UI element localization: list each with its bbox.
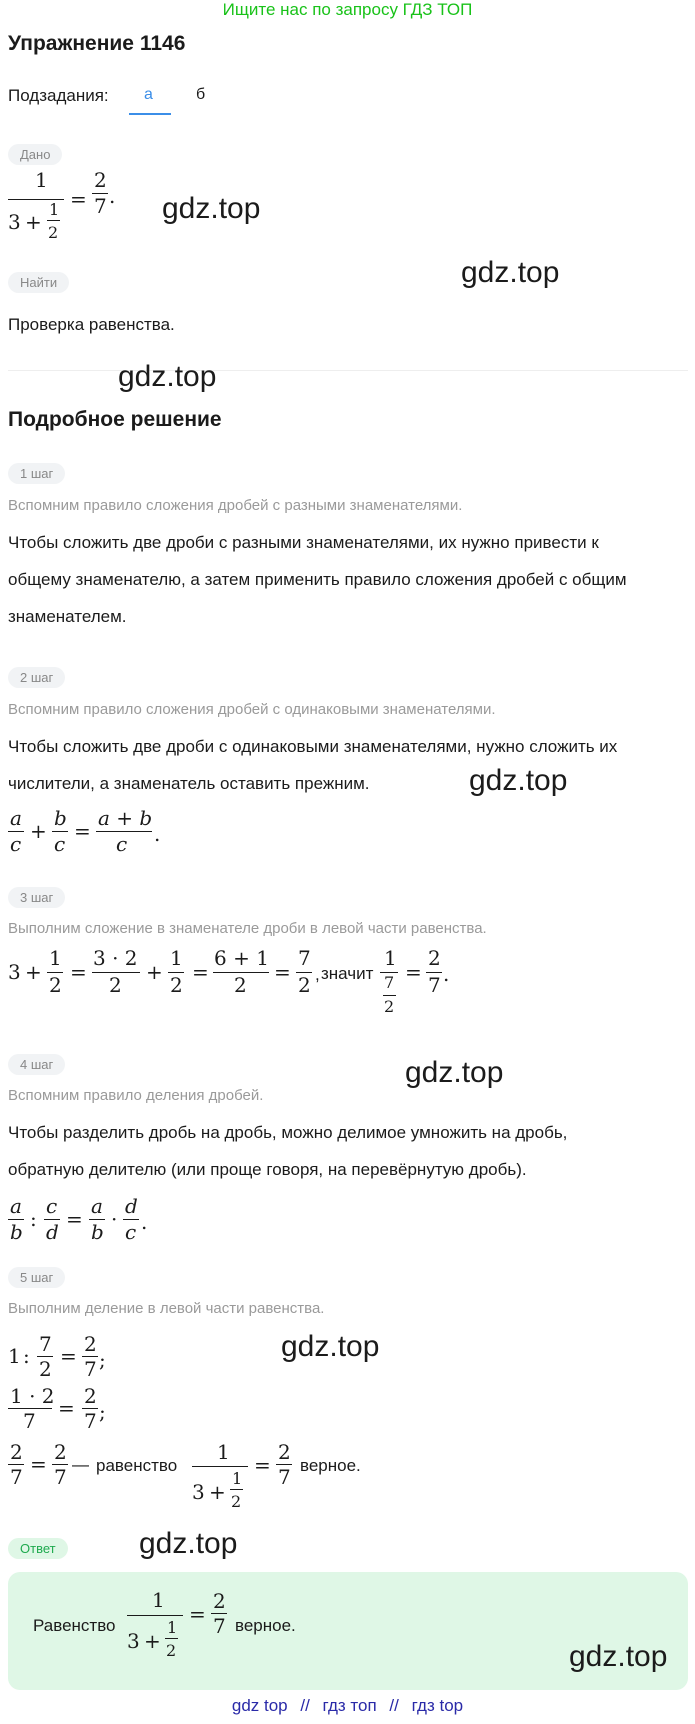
s4-eq: = bbox=[66, 1207, 83, 1231]
s5b-eq: = bbox=[58, 1396, 75, 1420]
s4-dot: · bbox=[111, 1207, 118, 1231]
s5c-fn: 1 bbox=[217, 1440, 230, 1464]
s3-one-3: 1 bbox=[384, 946, 397, 970]
step-2-line: числители, а знаменатель оставить прежним. bbox=[8, 774, 370, 793]
s5a-d: 2 bbox=[39, 1357, 52, 1381]
s5c-tail: верное. bbox=[300, 1456, 361, 1475]
step-4-line: обратную делителю (или проще говоря, на перевёрнутую дробь). bbox=[8, 1160, 527, 1179]
s5a-end: ; bbox=[99, 1348, 106, 1372]
answer-eq: = bbox=[189, 1602, 206, 1626]
s4-c2: c bbox=[125, 1220, 137, 1244]
tab-subtask-a[interactable]: а bbox=[144, 86, 153, 103]
s3-d2: 2 bbox=[234, 973, 247, 997]
step-4-formula bbox=[8, 1194, 158, 1250]
s5b-rn: 2 bbox=[84, 1384, 97, 1408]
answer-suffix: верное. bbox=[235, 1616, 296, 1635]
s5c-ld: 7 bbox=[10, 1465, 23, 1489]
footer-separator: // bbox=[389, 1696, 399, 1715]
s2-c1: c bbox=[10, 832, 22, 856]
step-5-badge bbox=[8, 1267, 65, 1288]
watermark: gdz.top bbox=[139, 1527, 238, 1560]
search-banner: Ищите нас по запросу ГДЗ ТОП bbox=[222, 0, 473, 19]
step-1-line: Чтобы сложить две дроби с разными знаменателями, их нужно привести к bbox=[8, 533, 599, 552]
s3-two-1: 2 bbox=[49, 973, 62, 997]
s5a-rd: 7 bbox=[84, 1357, 97, 1381]
step-2-formula bbox=[8, 806, 168, 862]
s5c-fr-d: 7 bbox=[278, 1465, 291, 1489]
s3-plus-1: + bbox=[25, 960, 42, 984]
s3-eq-2: = bbox=[192, 960, 209, 984]
step-3-badge bbox=[8, 887, 65, 908]
answer-bar-2 bbox=[165, 1638, 178, 1639]
s3-bar-7 bbox=[383, 995, 396, 996]
s5b-n: 1 · 2 bbox=[10, 1384, 55, 1408]
s5c-eq: = bbox=[30, 1452, 47, 1476]
s3-end: . bbox=[443, 962, 450, 986]
s5a-rn: 2 bbox=[84, 1332, 97, 1356]
s2-den: c bbox=[116, 832, 128, 856]
step-3-hint: Выполним сложение в знаменателе дроби в левой части равенства. bbox=[8, 920, 487, 937]
step-2-label: 2 шаг bbox=[8, 667, 65, 688]
s2-a: a bbox=[10, 806, 22, 830]
given-label: Дано bbox=[8, 144, 62, 165]
footer-separator: // bbox=[300, 1696, 310, 1715]
tab-subtask-b[interactable]: б bbox=[196, 86, 206, 103]
step-1-badge bbox=[8, 463, 65, 484]
s3-three: 3 bbox=[8, 960, 21, 984]
s2-c2: c bbox=[54, 832, 66, 856]
s3-small-num: 7 bbox=[384, 973, 395, 992]
s4-d1: d bbox=[46, 1220, 59, 1244]
s3-eq-3: = bbox=[274, 960, 291, 984]
s3-rhs-den: 7 bbox=[428, 973, 441, 997]
step-4-line: Чтобы разделить дробь на дробь, можно делимое умножить на дробь, bbox=[8, 1123, 568, 1142]
s3-one-2: 1 bbox=[170, 946, 183, 970]
step-5-line-2 bbox=[8, 1384, 128, 1436]
given-rhs-num: 2 bbox=[94, 168, 107, 192]
step-2-hint: Вспомним правило сложения дробей с одинаковыми знаменателями. bbox=[8, 701, 496, 718]
s3-d1: 2 bbox=[109, 973, 122, 997]
answer-sn: 1 bbox=[167, 1618, 178, 1637]
answer-rn: 2 bbox=[213, 1589, 226, 1613]
s3-d3: 2 bbox=[298, 973, 311, 997]
given-den-int: 3 bbox=[8, 210, 21, 234]
step-4-label: 4 шаг bbox=[8, 1054, 65, 1075]
given-small-den: 2 bbox=[48, 223, 59, 242]
answer-badge bbox=[8, 1538, 68, 1559]
s3-n2: 6 + 1 bbox=[214, 946, 269, 970]
s5c-fr-n: 2 bbox=[278, 1440, 291, 1464]
s5c-rd: 7 bbox=[54, 1465, 67, 1489]
watermark: gdz.top bbox=[469, 764, 568, 797]
step-3-label: 3 шаг bbox=[8, 887, 65, 908]
given-badge bbox=[8, 144, 62, 165]
s3-two-2: 2 bbox=[170, 973, 183, 997]
given-rhs-den: 7 bbox=[94, 194, 107, 218]
s5a-eq: = bbox=[60, 1344, 77, 1368]
step-1-text bbox=[8, 524, 688, 635]
section-divider bbox=[8, 370, 688, 371]
s4-b2: b bbox=[91, 1220, 104, 1244]
s2-num: a + b bbox=[98, 806, 153, 830]
s4-colon: : bbox=[30, 1207, 37, 1231]
given-num: 1 bbox=[35, 168, 48, 192]
s2-eq: = bbox=[74, 819, 91, 843]
given-end: . bbox=[109, 184, 116, 208]
s5c-rn: 2 bbox=[54, 1440, 67, 1464]
given-small-num: 1 bbox=[49, 200, 60, 219]
s4-end: . bbox=[141, 1210, 148, 1234]
answer-label: Ответ bbox=[8, 1538, 68, 1559]
step-4-text bbox=[8, 1114, 688, 1188]
given-den-plus: + bbox=[25, 210, 42, 234]
footer-links bbox=[0, 1696, 695, 1716]
watermark: gdz.top bbox=[162, 192, 261, 225]
step-2-line: Чтобы сложить две дроби с одинаковыми знаменателями, нужно сложить их bbox=[8, 737, 618, 756]
step-4-hint: Вспомним правило деления дробей. bbox=[8, 1087, 264, 1104]
s4-a2: a bbox=[91, 1194, 103, 1218]
s4-b1: b bbox=[10, 1220, 23, 1244]
s5c-f3: 3 bbox=[192, 1480, 205, 1504]
s5c-feq: = bbox=[254, 1453, 271, 1477]
solution-title: Подробное решение bbox=[8, 408, 222, 431]
watermark: gdz.top bbox=[281, 1330, 380, 1363]
s2-b: b bbox=[54, 806, 67, 830]
answer-sd: 2 bbox=[166, 1641, 177, 1660]
s3-plus-2: + bbox=[146, 960, 163, 984]
s5c-dash: — bbox=[72, 1455, 89, 1474]
given-formula bbox=[8, 168, 138, 252]
active-tab-indicator bbox=[129, 113, 171, 115]
step-5-line-1 bbox=[8, 1332, 128, 1384]
watermark: gdz.top bbox=[461, 256, 560, 289]
s4-d2: d bbox=[125, 1194, 138, 1218]
footer-link[interactable]: гдз top bbox=[411, 1696, 464, 1715]
s5c-fplus: + bbox=[209, 1480, 226, 1504]
s5b-d: 7 bbox=[23, 1409, 36, 1433]
answer-rd: 7 bbox=[213, 1614, 226, 1638]
s2-end: . bbox=[154, 822, 161, 846]
step-1-hint: Вспомним правило сложения дробей с разными знаменателями. bbox=[8, 497, 463, 514]
step-1-label: 1 шаг bbox=[8, 463, 65, 484]
step-3-formula bbox=[8, 946, 468, 1026]
answer-den-int: 3 bbox=[127, 1629, 140, 1653]
answer-plus: + bbox=[144, 1629, 161, 1653]
given-small-bar bbox=[47, 220, 60, 221]
step-5-hint: Выполним деление в левой части равенства. bbox=[8, 1300, 325, 1317]
answer-prefix: Равенство bbox=[33, 1616, 116, 1635]
step-1-line: общему знаменателю, а затем применить правило сложения дробей с общим bbox=[8, 570, 627, 589]
watermark: gdz.top bbox=[569, 1640, 668, 1673]
s5c-bar-3 bbox=[192, 1466, 248, 1467]
s3-n1: 3 · 2 bbox=[93, 946, 138, 970]
s2-plus: + bbox=[30, 819, 47, 843]
s5c-fsd: 2 bbox=[231, 1492, 242, 1511]
s5a-one: 1 bbox=[8, 1344, 21, 1368]
s5a-colon: : bbox=[23, 1344, 30, 1368]
watermark: gdz.top bbox=[118, 360, 217, 393]
given-eq: = bbox=[70, 187, 87, 211]
step-2-badge bbox=[8, 667, 65, 688]
s3-one-1: 1 bbox=[49, 946, 62, 970]
subtasks-label: Подзадания: bbox=[8, 86, 109, 105]
s3-word: значит bbox=[321, 964, 374, 983]
find-label: Найти bbox=[8, 272, 69, 293]
s5c-fsn: 1 bbox=[232, 1469, 243, 1488]
s5b-rd: 7 bbox=[84, 1409, 97, 1433]
s5a-n: 7 bbox=[39, 1332, 52, 1356]
footer-link[interactable]: gdz top bbox=[231, 1696, 288, 1715]
find-badge bbox=[8, 272, 69, 293]
page-title: Упражнение 1146 bbox=[8, 32, 186, 55]
s4-a1: a bbox=[10, 1194, 22, 1218]
answer-bar-1 bbox=[127, 1615, 183, 1616]
s5c-bar-4 bbox=[230, 1489, 243, 1490]
footer-link[interactable]: гдз топ bbox=[322, 1696, 377, 1715]
step-4-badge bbox=[8, 1054, 65, 1075]
s5c-ln: 2 bbox=[10, 1440, 23, 1464]
step-5-label: 5 шаг bbox=[8, 1267, 65, 1288]
step-1-line: знаменателем. bbox=[8, 607, 127, 626]
s3-small-den: 2 bbox=[384, 997, 395, 1016]
step-5-line-3 bbox=[8, 1440, 408, 1524]
step-2-text bbox=[8, 728, 688, 802]
s3-comma: , bbox=[315, 965, 320, 984]
s3-n3: 7 bbox=[298, 946, 311, 970]
s5c-word: равенство bbox=[96, 1456, 178, 1475]
s4-c1: c bbox=[46, 1194, 58, 1218]
watermark: gdz.top bbox=[405, 1056, 504, 1089]
s3-eq-4: = bbox=[405, 960, 422, 984]
s5b-end: ; bbox=[99, 1400, 106, 1424]
answer-num: 1 bbox=[152, 1588, 165, 1612]
s3-rhs-num: 2 bbox=[428, 946, 441, 970]
s3-eq-1: = bbox=[70, 960, 87, 984]
find-text: Проверка равенства. bbox=[8, 315, 175, 334]
